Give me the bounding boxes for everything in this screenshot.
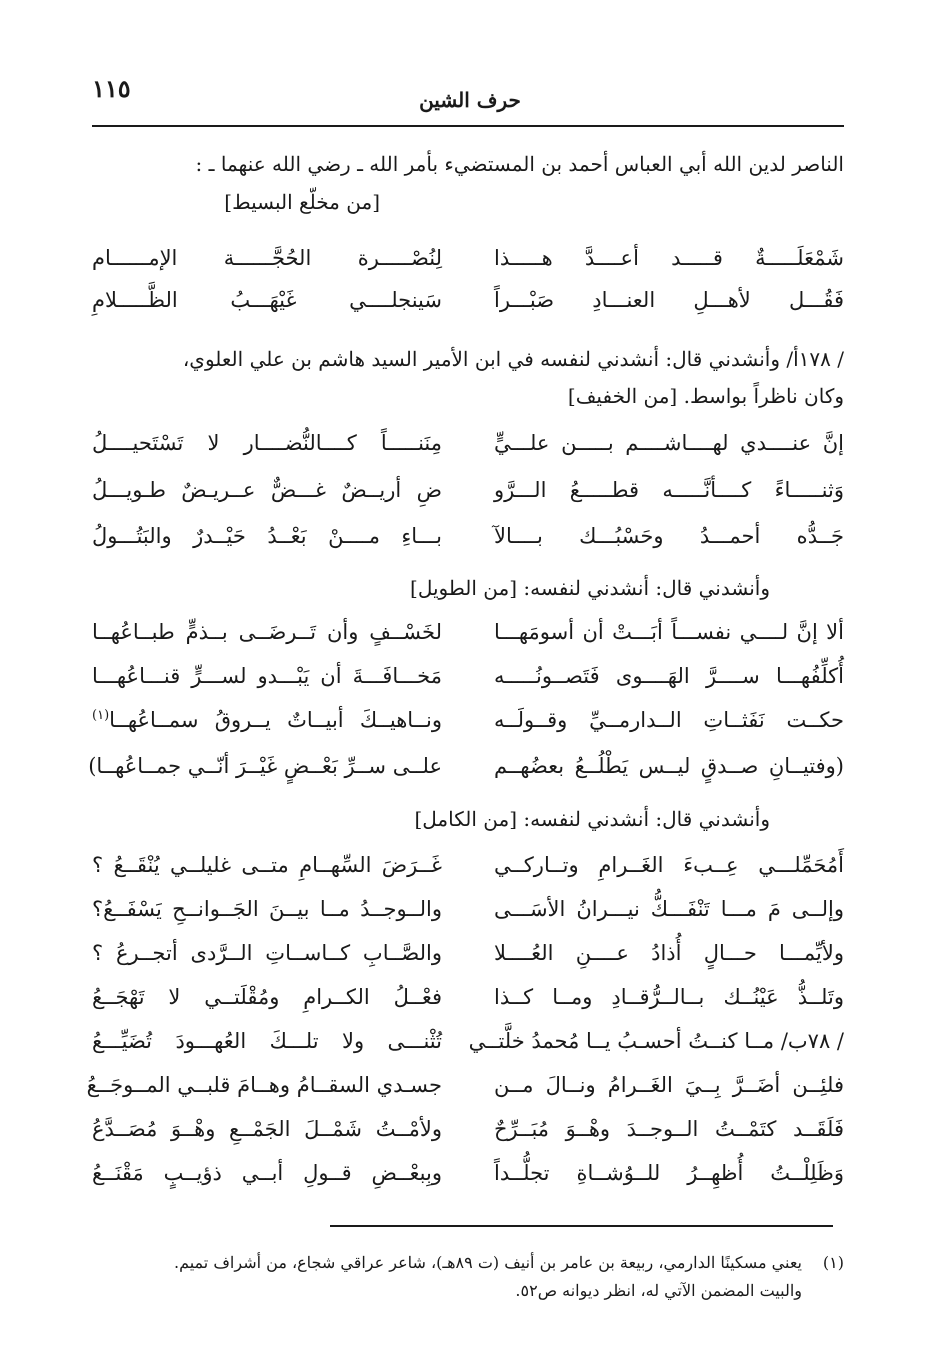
verse-second-hemistich: لخَسْــفٍ وأن تَــرضَــى بــذمٍّ طبــاعُهــا [92,620,442,644]
verse-first-hemistich: وَظَلِلْــتُ أُظهِــرُ للــوُشــاةِ تجلُّــداً [494,1161,844,1185]
verse-second-hemistich: جسـدي السقــامُ وهــامَ قلبــي المــوجَــعُ [86,1073,442,1097]
intro-line: الناصر لدين الله أبي العباس أحمد بن المستضيء بأمر الله ـ رضي الله عنهما ـ : [195,152,844,176]
footnote-line-1 [92,1250,844,1276]
verse-first-hemistich: ولأيِّمـــا حـــالٍ أُذادُ عــــنِ العُــــلا [494,941,844,965]
header-rule [92,125,844,127]
verse-line [92,280,844,320]
verse-second-hemistich: فعْــلُ الكــرامِ ومُقْلَتــي لا تَهْجَــعُ [92,985,442,1009]
verse-line [92,1021,844,1061]
verse-first-hemistich: وَثنـــــاءً كــــأنَّـــــه قطـــــعُ الـــرَّو [494,478,844,502]
verse-second-hemistich: ضِ أريــضٌ غـــضٌّ عــريـضٌ طـويـــلُ [92,478,442,502]
meter-label-1: [من مخلّع البسيط] [224,190,380,214]
verse-second-hemistich: مِنَنـــــاً كــــالنُّضــــار لا تَسْتَحيــــلُ [92,431,442,455]
verse-line [92,470,844,510]
footnote-line-2: والبيت المضمن الآتي له، انظر ديوانه ص٥٢. [515,1281,802,1300]
verse-second-hemistich: وبِبعْــضِ قــولِ أبــي ذؤيــبٍ مَقْنَــعُ [92,1161,442,1185]
verse-first-hemistich: شَمْعَلَـــــةٌ قـــــد أعــــدَّ هـــــذا [494,246,844,270]
verse-first-hemistich: وإلــى مَ مـــا تَنْفَـــكُّ نيـــرانُ الأسَـــى [494,897,844,921]
verse-first-hemistich: جَــدُّه أحمـــدُ وحَسْبُـــك بــــالآ [494,524,844,548]
verse-line [92,933,844,973]
hemistich-text: ونــاهيــكَ أبيــاتٌ يــروقُ سمــاعُهــا [109,708,442,732]
verse-first-hemistich: أُكلِّفُهـــا ســــرَّ الهَــــوى فَتَصــونُـــــه [494,664,844,688]
verse-line [92,656,844,696]
verse-second-hemistich: غَــرَضَ السِّهــامِ متــى غليلــي يُنْقَــعُ ؟ [92,853,442,877]
verse-line [88,746,844,786]
verse-line [92,1109,844,1149]
footnote-number: (١) [822,1253,844,1272]
section-4-line: وأنشدني قال: أنشدني لنفسه: [من الكامل] [414,807,770,831]
verse-second-hemistich: تُثْنـــى ولا تلـــكَ العُهـــودَ تُضَيِّـــعُ [92,1029,442,1053]
section-3-line: وأنشدني قال: أنشدني لنفسه: [من الطويل] [410,576,770,600]
footnote-rule [330,1225,833,1227]
verse-first-hemistich: فلئِــن أضَــرَّ بِــيَ الغَــرامُ ونــالَ مــن [494,1073,844,1097]
footnote-text: يعني مسكينًا الدارمي، ربيعة بن عامر بن أنيف (ت ٨٩هـ)، شاعر عراقي شجاع، من أشراف تميم. [173,1253,802,1272]
verse-second-hemistich: علــى ســرِّ بَعْــضٍ غَيْــرَ أنّــي جمــاعُهــا) [88,754,442,778]
verse-second-hemistich: سَينجلــــي غَيْهَـــبُ الظَّـــــلامِ [92,288,442,312]
footnote-marker: (١) [92,708,110,723]
verse-second-hemistich [92,700,442,740]
section-2-line-1: / ١٧٨أ/ وأنشدني قال: أنشدني لنفسه في ابن الأمير السيد هاشم بن علي العلوي، [182,347,844,371]
verse-line [92,1153,844,1193]
verse-first-hemistich: إنَّ عنــــدي لهــــاشــــم بـــــن علـــيٍّ [494,431,844,455]
verse-first-hemistich: ألا إنَّ لــــي نفســـاً أبَـــتْ أن أسومَهـــا [494,620,844,644]
verse-second-hemistich: بـــاءِ مــــنْ بَعْــدُ حَيْــدرٌ والبَتُـــولُ [92,524,442,548]
page-number: ١١٥ [92,74,131,103]
verse-second-hemistich: والصَّــابِ كــاســاتِ الــرَّدى أتجــرعُ ؟ [92,941,442,965]
verse-first-hemistich: وتَلــذُّ عَيْنُــك بــالــرُّقــادِ ومــا كــذا [494,985,844,1009]
verse-first-hemistich: أَمُحَمِّلـــي عِــبءَ الغَــرامِ وتــاركــي [494,853,844,877]
verse-second-hemistich: والــوجــدُ مــا بيــنَ الجَــوانــحِ يَسْفَــعُ؟ [92,897,442,921]
verse-first-hemistich: / ٧٨ب/ مــا كنــتُ أحسـبُ يــا مُحمدُ خلَّتــي [468,1029,844,1053]
verse-line [92,977,844,1017]
verse-first-hemistich: فَقُـــل لأهـــلِ العنـــادِ صَبْـــراً [494,288,844,312]
verse-line [92,238,844,278]
section-2-line-2: وكان ناظراً بواسط. [من الخفيف] [567,384,844,408]
verse-second-hemistich: مَخـــافَـــةَ أن يَبْـــدو لســـرٍّ قنـــاعُهـــا [92,664,442,688]
running-title: حرف الشين [419,88,521,112]
verse-line [92,700,844,740]
verse-line [92,516,844,556]
verse-second-hemistich: لِنُصْـــــرة الحُجَّــــــة الإمــــــام [92,246,442,270]
verse-line [86,1065,844,1105]
verse-first-hemistich: فَلَقَــد كتَمْــتُ الــوجــدَ وهْــوَ مُبَــرِّحٌ [494,1117,844,1141]
verse-second-hemistich: ولأمْــتُ شَمْــلَ الجَمْــعِ وهْــوَ مُصَــدَّعُ [92,1117,442,1141]
verse-line [92,845,844,885]
verse-line [92,423,844,463]
verse-line [92,612,844,652]
verse-line [92,889,844,929]
verse-first-hemistich: حكــت نَفَثــاتِ الــدارمــيِّ وقــولَــه [494,708,844,732]
verse-first-hemistich: (وفتيــانِ صــدقٍ ليــس يَطْلُــعُ بعضُهــم [494,754,844,778]
